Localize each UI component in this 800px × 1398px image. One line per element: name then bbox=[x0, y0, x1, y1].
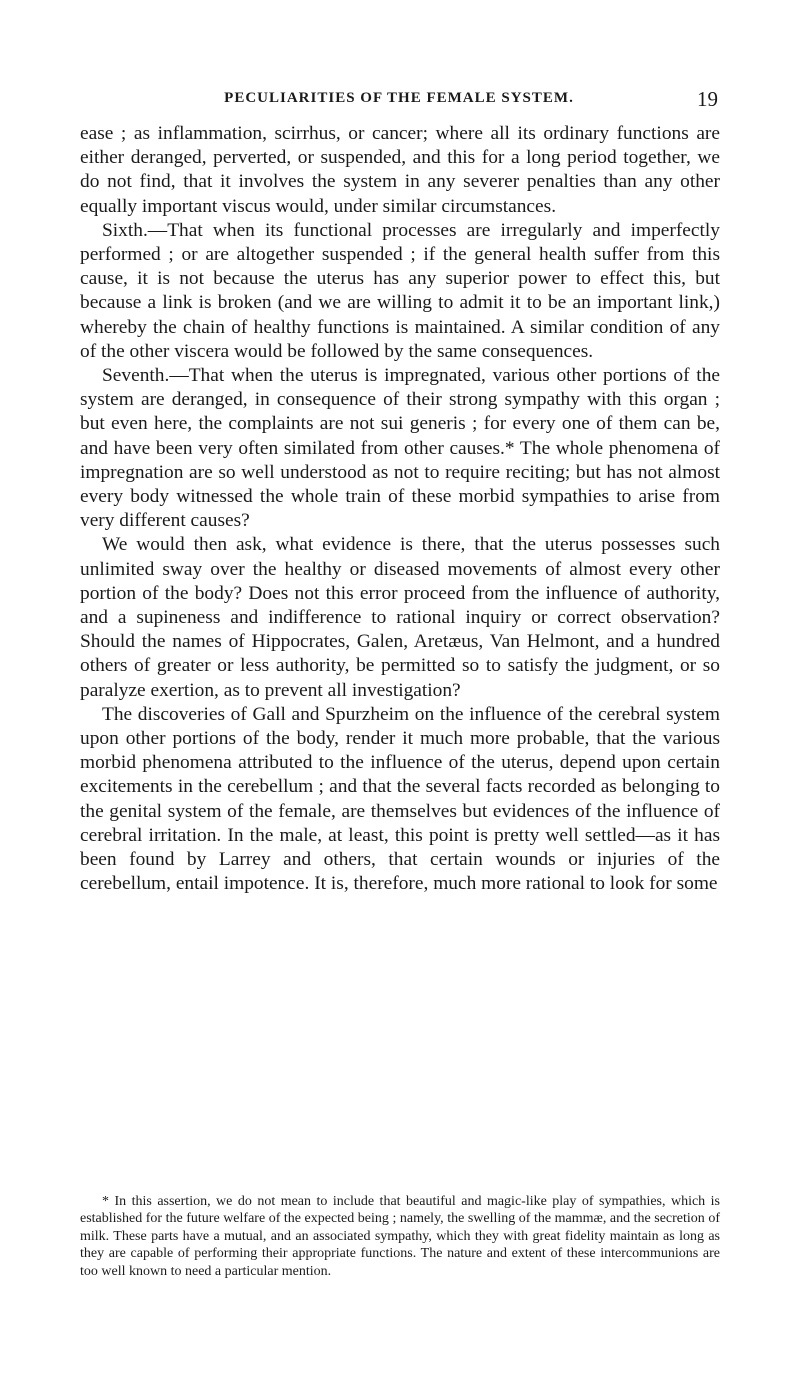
running-head bbox=[80, 87, 718, 114]
footnote-text: * In this assertion, we do not mean to include that beautiful and magic-like play of sympathies, which is established for the future welfare of the expected being ; namely, the swelling of the mammæ, and the secretion of milk. These parts have a mutual, and an associated sympathy, which they with great fidelity maintain as long as they are capable of performing their appropriate functions. The nature and extent of these intercommunions are too well known to need a particular mention. bbox=[80, 1194, 720, 1279]
page-number: 19 bbox=[697, 87, 718, 111]
paragraph-evidence-question: We would then ask, what evidence is there, that the uterus possesses such unlimited sway over the healthy or diseased movements of almost every other portion of the body? Does not this error proceed from the influence of authority, and a supineness and indifference to rational inquiry or correct observation? Should the names of Hippocrates, Galen, Aretæus, Van Helmont, and a hundred others of greater or less authority, be permitted so to satisfy the judgment, or so paralyze exertion, as to prevent all investigation? bbox=[80, 534, 720, 701]
paragraph-gall-spurzheim: The discoveries of Gall and Spurzheim on the influence of the cerebral system upon other portions of the body, render it much more probable, that the various morbid phenomena attributed to the influence of the uterus, depend upon certain excitements in the cerebellum ; and that the several facts recorded as belonging to the genital system of the female, are themselves but evidences of the influence of cerebral irritation. In the male, at least, this point is pretty well settled—as it has been found by Larrey and others, that certain wounds or injuries of the cerebellum, entail impotence. It is, therefore, much more rational to look for some bbox=[80, 703, 720, 895]
footnote bbox=[80, 1193, 720, 1280]
paragraph-seventh: Seventh.—That when the uterus is impregnated, various other portions of the system are deranged, in consequence of their strong sympathy with this organ ; but even here, the complaints are not sui generis ; for every one of them can be, and have been very often similated from other causes.* The whole phenomena of impregnation are so well understood as not to require reciting; but has not almost every body witnessed the whole train of these morbid sympathies to arise from very different causes? bbox=[80, 365, 720, 532]
body-text bbox=[80, 122, 720, 897]
paragraph-sixth: Sixth.—That when its functional processes are irregularly and imperfectly performed ; or are altogether suspended ; if the general health suffer from this cause, it is not because the uterus has any superior power to effect this, but because a link is broken (and we are willing to admit it to be an important link,) whereby the chain of healthy functions is maintained. A similar condition of any of the other viscera would be followed by the same consequences. bbox=[80, 219, 720, 362]
running-title: PECULIARITIES OF THE FEMALE SYSTEM. bbox=[224, 90, 574, 106]
paragraph-continuation: ease ; as inflammation, scirrhus, or cancer; where all its ordinary functions are either deranged, perverted, or suspended, and this for a long period together, we do not find, that it involves the system in any severer penalties than any other equally important viscus would, under similar circumstances. bbox=[80, 123, 720, 217]
